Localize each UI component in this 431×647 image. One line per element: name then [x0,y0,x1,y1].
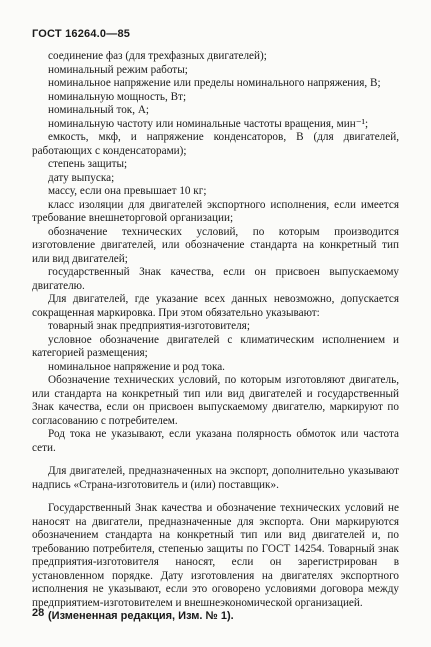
page-number: 28 [32,607,45,619]
paragraph: номинальный режим работы; [48,63,188,76]
paragraph: номинальную мощность, Вт; [48,90,187,103]
paragraph: номинальное напряжение или пределы номинального напряжения, В; [48,77,381,89]
paragraph: номинальную частоту или номинальные частоты вращения, мин⁻¹; [48,117,369,130]
amendment-note: (Измененная редакция, Изм. № 1). [48,610,234,622]
paragraph: класс изоляции для двигателей экспортного исполнения, если имеется требование внешнеторговой организации; [32,198,399,224]
paragraph: Государственный Знак качества и обозначение технических условий не наносят на двигатели, предназначенные для экспорта. Они маркируются обозначением стандарта на конкретный тип или вид двигателей и, по требованию потребителя, степенью защиты по ГОСТ 14254. Товарный знак предприятия-изготовителя наносят, если он зарегистрирован в установленном порядке. Дату изготовления на двигателях экспортного исполнения не указывают, если это оговорено условиями договора между предприятием-изготовителем и внешнеэкономической организацией. [32,502,399,609]
paragraph: массу, если она превышает 10 кг; [48,185,207,197]
paragraph: номинальное напряжение и род тока. [48,360,225,373]
paragraph: Обозначение технических условий, по которым изготовляют двигатель, или стандарта на конкретный тип или вид двигателей и государственный Знак качества, если он присвоен выпускаемому двигателю, маркируют по согласованию с потребителем. [32,374,399,427]
document-body [32,50,399,624]
paragraph: номинальный ток, А; [48,104,150,116]
paragraph: соединение фаз (для трехфазных двигателей); [48,50,267,62]
paragraph: Для двигателей, где указание всех данных невозможно, допускается сокращенная маркировка. При этом обязательно указывают: [32,293,399,319]
paragraph: государственный Знак качества, если он присвоен выпускаемому двигателю. [32,266,399,292]
paragraph: Для двигателей, предназначенных на экспорт, дополнительно указывают надпись «Страна-изготовитель и (или) поставщик». [32,465,399,491]
paragraph: степень защиты; [48,158,128,170]
paragraph: обозначение технических условий, по которым производится изготовление двигателей, или обозначение стандарта на конкретный тип или вид двигателей; [32,225,399,265]
document-header: ГОСТ 16264.0—85 [32,28,131,40]
paragraph: товарный знак предприятия-изготовителя; [48,320,250,332]
paragraph-gap [32,455,399,465]
paragraph: условное обозначение двигателей с климатическим исполнением и категорией размещения; [32,333,399,359]
paragraph: дату выпуска; [48,171,115,184]
paragraph-gap [32,492,399,502]
paragraph: Род тока не указывают, если указана полярность обмоток или частота сети. [32,428,399,454]
paragraph: емкость, мкф, и напряжение конденсаторов, В (для двигателей, работающих с конденсаторами); [32,131,399,157]
